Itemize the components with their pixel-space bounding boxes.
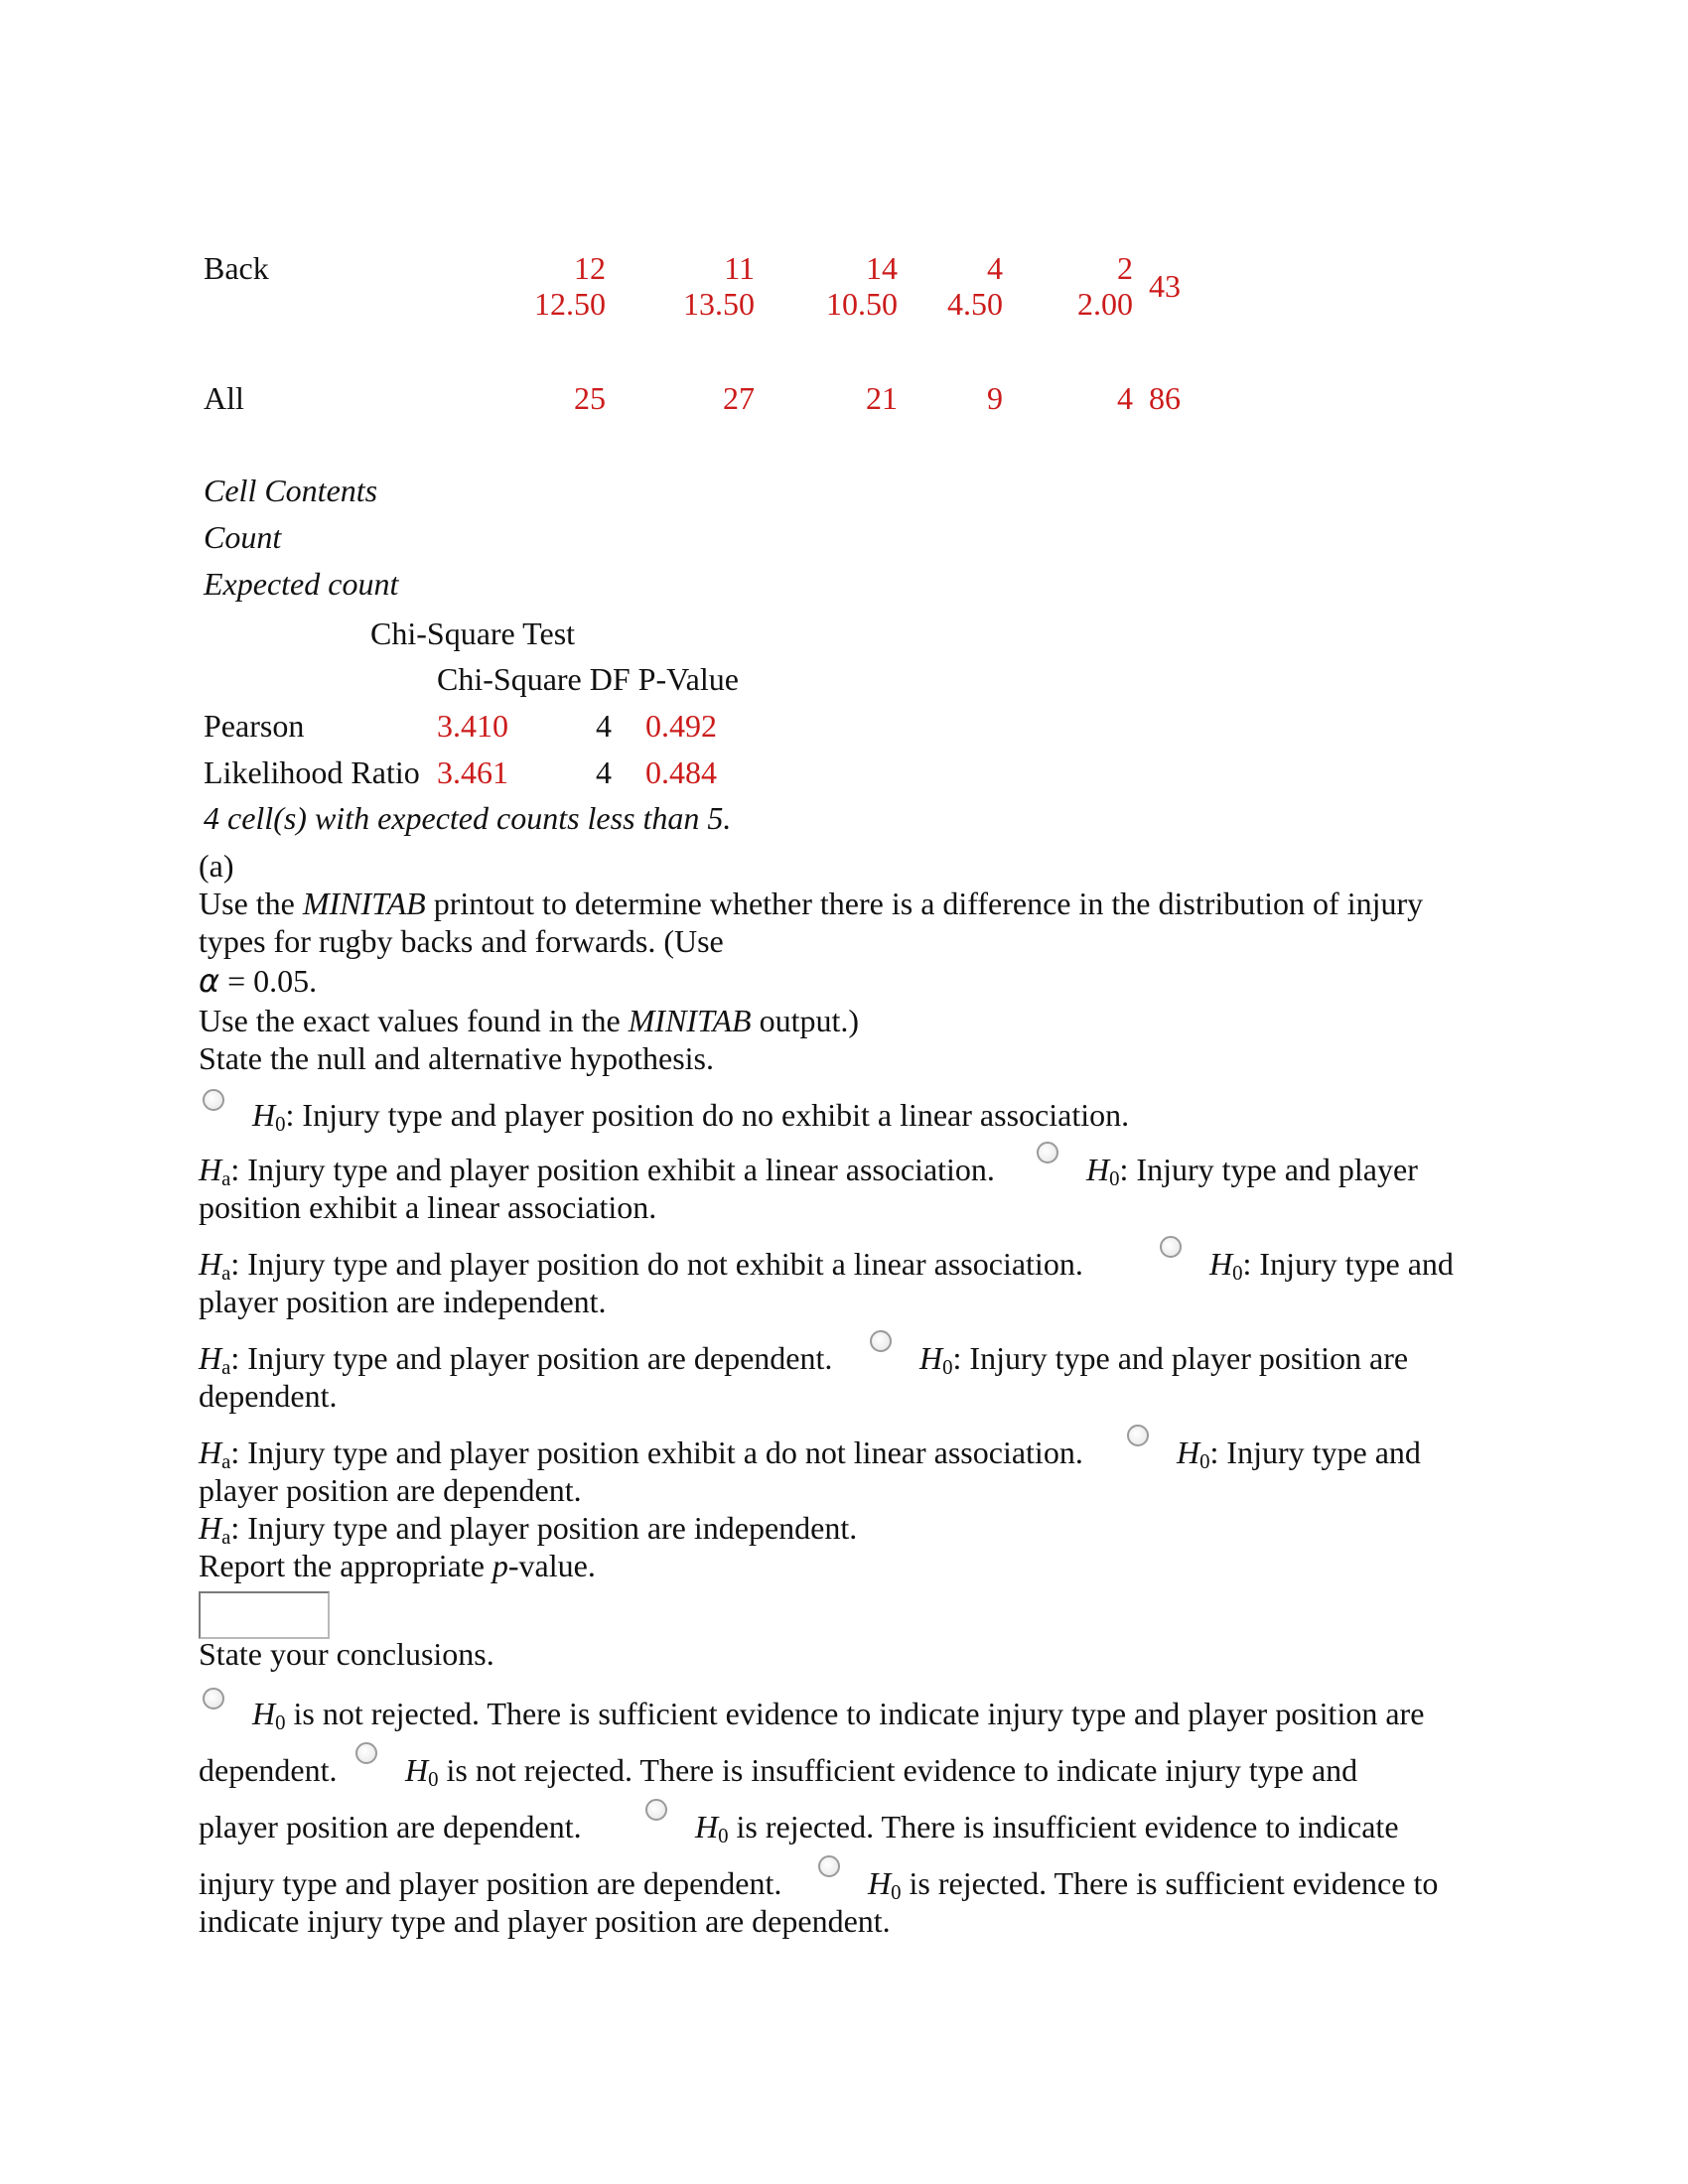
back-total: 43 <box>1149 268 1181 304</box>
c3-line-b: injury type and player position are dependent. <box>199 1865 782 1901</box>
opt4-h0-text: : Injury type and player position are <box>952 1340 1409 1376</box>
h-symbol: H <box>695 1809 719 1844</box>
opt5-h0-a <box>1177 1434 1421 1474</box>
c4-text: is rejected. There is sufficient evidence to <box>901 1865 1439 1901</box>
cell-contents-count: Count <box>204 519 282 555</box>
c1-line-a <box>252 1696 1425 1735</box>
opt5-h0-text: : Injury type and <box>1209 1434 1421 1470</box>
sub-a: a <box>221 1167 231 1191</box>
c2-line-b: player position are dependent. <box>199 1809 582 1844</box>
opt5-ha <box>199 1510 858 1550</box>
back-expected-3: 10.50 <box>826 286 898 322</box>
conclusion-option-1-radio[interactable] <box>203 1688 224 1709</box>
h-symbol: H <box>199 1152 222 1187</box>
h-symbol: H <box>199 1340 222 1376</box>
h-symbol: H <box>252 1696 276 1731</box>
opt2-ha <box>199 1246 1083 1286</box>
all-count-3: 21 <box>866 380 898 416</box>
back-expected-5: 2.00 <box>1077 286 1133 322</box>
opt4-ha-text: : Injury type and player position exhibit a do not linear association. <box>230 1434 1083 1470</box>
all-count-5: 4 <box>1117 380 1133 416</box>
back-count-1: 12 <box>574 250 606 286</box>
alpha-value: = 0.05. <box>219 963 318 999</box>
pearson-chisq: 3.410 <box>437 708 508 744</box>
c4-line-b: indicate injury type and player position are dependent. <box>199 1903 891 1939</box>
all-count-4: 9 <box>987 380 1003 416</box>
c3-line-a <box>695 1809 1399 1848</box>
likelihood-label: Likelihood Ratio <box>204 754 420 790</box>
back-count-5: 2 <box>1117 250 1133 286</box>
all-total: 86 <box>1149 380 1181 416</box>
q1-pre: Use the <box>199 886 303 921</box>
conclusion-option-3-radio[interactable] <box>645 1799 667 1821</box>
hypothesis-option-4-radio[interactable] <box>870 1330 892 1352</box>
alpha-symbol: α <box>199 962 220 1000</box>
opt4-h0-b: dependent. <box>199 1378 338 1414</box>
sub-zero: 0 <box>428 1768 439 1792</box>
opt2-h0-b: position exhibit a linear association. <box>199 1189 657 1225</box>
hypothesis-option-2-radio[interactable] <box>1037 1142 1058 1163</box>
back-expected-4: 4.50 <box>947 286 1003 322</box>
opt5-ha-text: : Injury type and player position are independent. <box>230 1510 858 1546</box>
opt2-h0-text: : Injury type and player <box>1119 1152 1418 1187</box>
question-line-2: types for rugby backs and forwards. (Use <box>199 923 724 959</box>
row-label-back: Back <box>204 250 269 286</box>
c1-line-b: dependent. <box>199 1752 338 1788</box>
opt1-ha-text: : Injury type and player position exhibit a linear association. <box>230 1152 995 1187</box>
opt2-ha-text: : Injury type and player position do not exhibit a linear association. <box>230 1246 1083 1282</box>
expected-count-note: 4 cell(s) with expected counts less than 5. <box>204 800 732 836</box>
row-label-all: All <box>204 380 244 416</box>
all-count-1: 25 <box>574 380 606 416</box>
alpha-line <box>199 962 318 1000</box>
conclusion-option-4-radio[interactable] <box>818 1855 840 1877</box>
back-count-2: 11 <box>724 250 755 286</box>
pvalue-prompt-p: p <box>492 1548 508 1583</box>
q4-minitab: MINITAB <box>628 1003 752 1038</box>
opt3-h0-b: player position are independent. <box>199 1284 607 1319</box>
opt3-ha-text: : Injury type and player position are dependent. <box>230 1340 833 1376</box>
sub-zero: 0 <box>718 1825 729 1848</box>
hypothesis-option-1-radio[interactable] <box>203 1089 224 1111</box>
opt1-ha <box>199 1152 995 1191</box>
sub-a: a <box>221 1356 231 1380</box>
conclusion-prompt: State your conclusions. <box>199 1636 494 1672</box>
hypothesis-option-3-radio[interactable] <box>1160 1236 1182 1258</box>
h-symbol: H <box>199 1434 222 1470</box>
pvalue-input[interactable] <box>199 1591 330 1639</box>
h-symbol: H <box>919 1340 943 1376</box>
c2-line-a <box>405 1752 1358 1792</box>
sub-zero: 0 <box>1109 1167 1120 1191</box>
h-symbol: H <box>868 1865 892 1901</box>
opt4-ha <box>199 1434 1083 1474</box>
pearson-p: 0.492 <box>645 708 717 744</box>
c4-line-a <box>868 1865 1439 1905</box>
all-count-2: 27 <box>723 380 755 416</box>
hypothesis-prompt: State the null and alternative hypothesis. <box>199 1040 714 1076</box>
hypothesis-option-5-radio[interactable] <box>1127 1425 1149 1446</box>
q1-post: printout to determine whether there is a difference in the distribution of injury <box>425 886 1424 921</box>
q4-pre: Use the exact values found in the <box>199 1003 629 1038</box>
q4-post: output.) <box>751 1003 860 1038</box>
cell-contents-title: Cell Contents <box>204 473 378 508</box>
likelihood-df: 4 <box>596 754 612 790</box>
opt1-h0 <box>252 1097 1130 1137</box>
back-expected-2: 13.50 <box>683 286 755 322</box>
sub-zero: 0 <box>891 1881 902 1905</box>
sub-zero: 0 <box>275 1711 286 1735</box>
back-count-3: 14 <box>866 250 898 286</box>
back-expected-1: 12.50 <box>534 286 606 322</box>
c3-text: is rejected. There is insufficient evidence to indicate <box>728 1809 1399 1844</box>
opt4-h0-a <box>919 1340 1409 1380</box>
h-symbol: H <box>1086 1152 1110 1187</box>
h-symbol: H <box>1209 1246 1233 1282</box>
h-symbol: H <box>199 1246 222 1282</box>
sub-a: a <box>221 1526 231 1550</box>
q1-minitab: MINITAB <box>302 886 426 921</box>
h-symbol: H <box>1177 1434 1200 1470</box>
cell-contents-expected: Expected count <box>204 566 399 602</box>
opt3-h0-text: : Injury type and <box>1242 1246 1454 1282</box>
part-label: (a) <box>199 848 234 884</box>
pvalue-prompt-pre: Report the appropriate <box>199 1548 492 1583</box>
pearson-label: Pearson <box>204 708 305 744</box>
h-symbol: H <box>252 1097 276 1133</box>
opt2-h0-a <box>1086 1152 1418 1191</box>
pvalue-prompt-post: -value. <box>507 1548 596 1583</box>
c1-text: is not rejected. There is sufficient evidence to indicate injury type and player position are <box>285 1696 1425 1731</box>
sub-a: a <box>221 1262 231 1286</box>
likelihood-chisq: 3.461 <box>437 754 508 790</box>
h-symbol: H <box>405 1752 429 1788</box>
pvalue-prompt <box>199 1550 596 1581</box>
h-symbol: H <box>199 1510 222 1546</box>
chi-square-title: Chi-Square Test <box>370 615 576 651</box>
likelihood-p: 0.484 <box>645 754 717 790</box>
pearson-df: 4 <box>596 708 612 744</box>
sub-zero: 0 <box>1232 1262 1243 1286</box>
back-count-4: 4 <box>987 250 1003 286</box>
opt1-h0-text: : Injury type and player position do no exhibit a linear association. <box>285 1097 1130 1133</box>
conclusion-option-2-radio[interactable] <box>355 1742 377 1764</box>
sub-zero: 0 <box>1199 1450 1210 1474</box>
sub-zero: 0 <box>275 1113 286 1137</box>
opt3-ha <box>199 1340 833 1380</box>
sub-zero: 0 <box>942 1356 953 1380</box>
sub-a: a <box>221 1450 231 1474</box>
question-line-1 <box>199 887 1423 919</box>
opt3-h0-a <box>1209 1246 1454 1286</box>
question-line-4 <box>199 1005 859 1036</box>
c2-text: is not rejected. There is insufficient evidence to indicate injury type and <box>438 1752 1358 1788</box>
chi-square-header: Chi-Square DF P-Value <box>437 661 739 697</box>
opt5-h0-b: player position are dependent. <box>199 1472 582 1508</box>
